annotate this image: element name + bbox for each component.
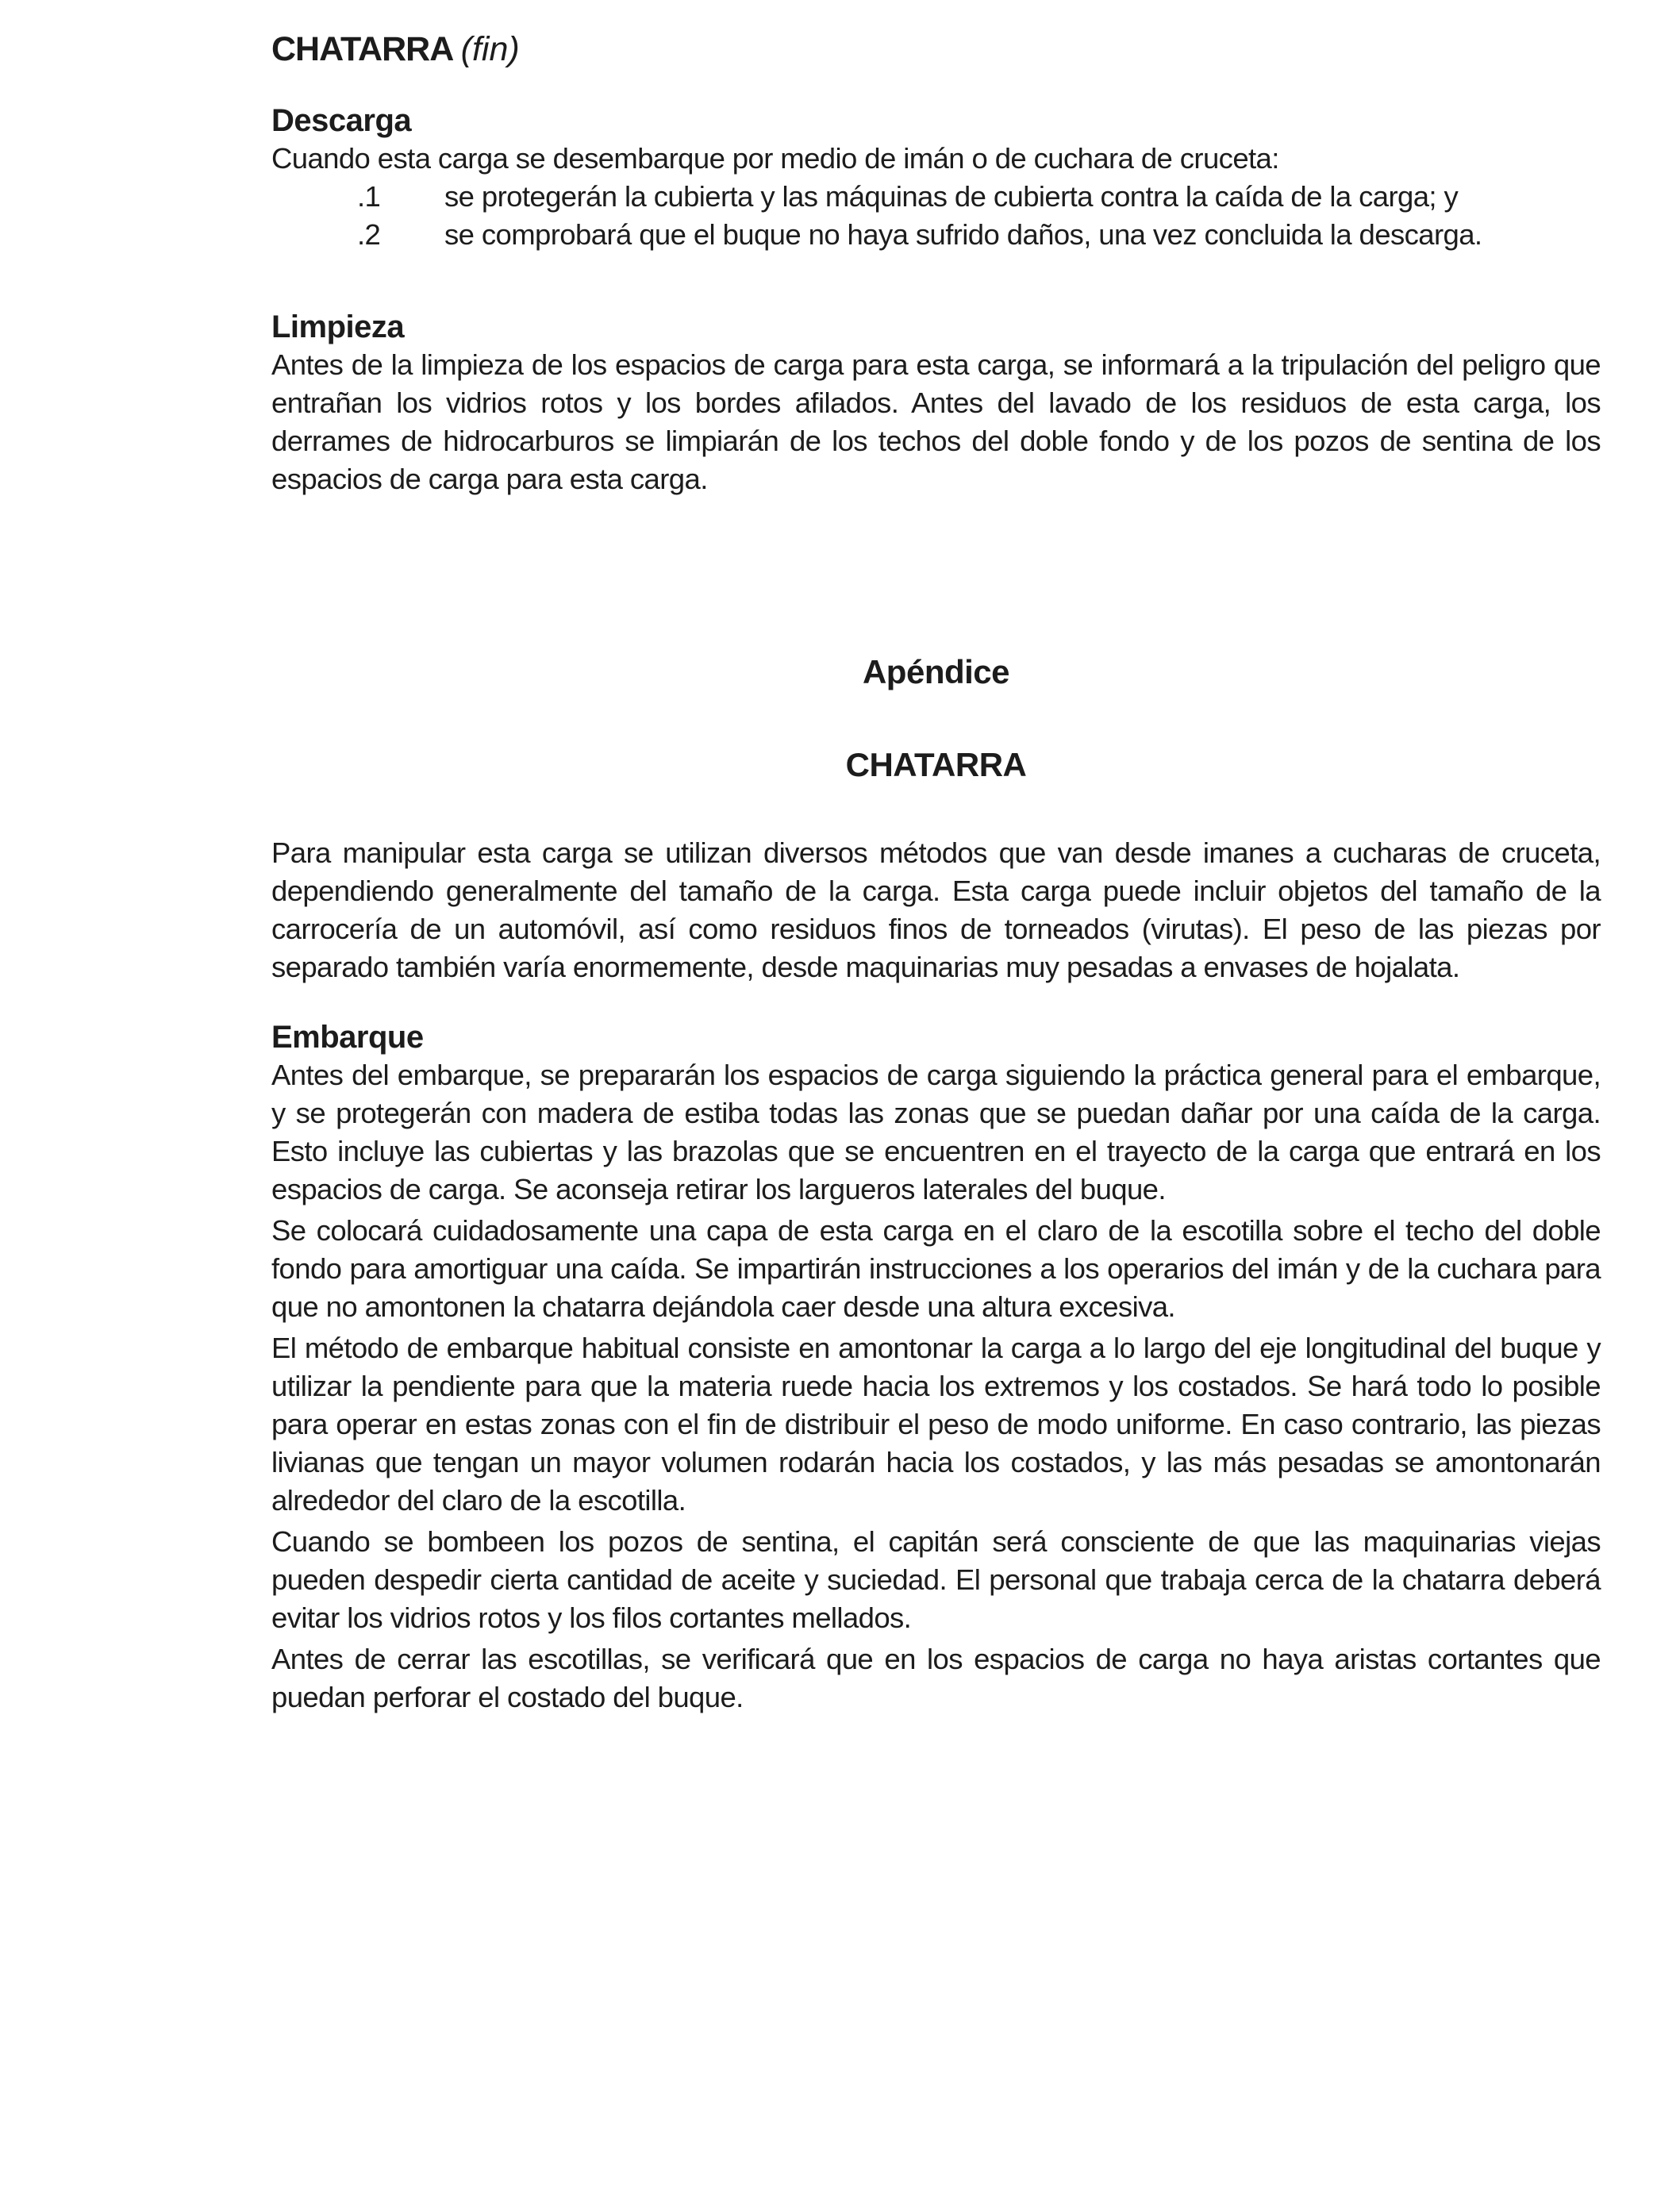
heading-embarque: Embarque [271, 1020, 424, 1055]
section-descarga [271, 102, 1601, 254]
limpieza-paragraph: Antes de la limpieza de los espacios de carga para esta carga, se informará a la tripulación del peligro que entrañan los vidrios rotos y los bordes afilados. Antes del lavado de los residuos de esta carga, los derrames de hidrocarburos se limpiarán de los techos del doble fondo y de los pozos de sentina de los espacios de carga para esta carga. [271, 348, 1601, 495]
list-item-text: se comprobará que el buque no haya sufrido daños, una vez concluida la descarga. [444, 218, 1482, 251]
running-title-main: CHATARRA [271, 30, 452, 68]
section-limpieza [271, 308, 1601, 498]
section-embarque [271, 1018, 1601, 1717]
descarga-intro: Cuando esta carga se desembarque por medio de imán o de cuchara de cruceta: [271, 142, 1279, 175]
list-item-number: .1 [357, 180, 381, 213]
embarque-paragraph: Antes del embarque, se prepararán los espacios de carga siguiendo la práctica general para el embarque, y se protegerán con madera de estiba todas las zonas que se puedan dañar por una caída de la carga. Esto incluye las cubiertas y las brazolas que se encuentren en el trayecto de la carga que entrará en los espacios de carga. Se aconseja retirar los largueros laterales del buque. [271, 1059, 1601, 1205]
embarque-paragraph: Se colocará cuidadosamente una capa de esta carga en el claro de la escotilla sobre el techo del doble fondo para amortiguar una caída. Se impartirán instrucciones a los operarios del imán y de la cuchara para que no amontonen la chatarra dejándola caer desde una altura excesiva. [271, 1214, 1601, 1323]
appendix-subtitle: CHATARRA [845, 746, 1027, 783]
embarque-paragraph: Cuando se bombeen los pozos de sentina, el capitán será consciente de que las maquinarias viejas pueden despedir cierta cantidad de aceite y suciedad. El personal que trabaja cerca de la chatarra deberá evitar los vidrios rotos y los filos cortantes mellados. [271, 1525, 1601, 1634]
section-appendix-intro [271, 834, 1601, 986]
embarque-paragraph: Antes de cerrar las escotillas, se verificará que en los espacios de carga no haya aristas cortantes que puedan perforar el costado del buque. [271, 1643, 1601, 1713]
list-item-number: .2 [357, 218, 381, 251]
heading-descarga: Descarga [271, 103, 412, 138]
appendix-intro-paragraph: Para manipular esta carga se utilizan diversos métodos que van desde imanes a cucharas de cruceta, dependiendo generalmente del tamaño de la carga. Esta carga puede incluir objetos del tamaño de la carrocería de un automóvil, así como residuos finos de torneados (virutas). El peso de las piezas por separado también varía enormemente, desde maquinarias muy pesadas a envases de hojalata. [271, 836, 1601, 983]
appendix-title: Apéndice [862, 653, 1010, 690]
list-item [271, 178, 1601, 216]
running-title [271, 30, 520, 69]
running-title-suffix: (fin) [460, 30, 520, 68]
heading-limpieza: Limpieza [271, 309, 405, 344]
embarque-paragraph: El método de embarque habitual consiste en amontonar la carga a lo largo del eje longitudinal del buque y utilizar la pendiente para que la materia ruede hacia los extremos y los costados. Se hará todo lo posible para operar en estas zonas con el fin de distribuir el peso de modo uniforme. En caso contrario, las piezas livianas que tengan un mayor volumen rodarán hacia los costados, y las más pesadas se amontonarán alrededor del claro de la escotilla. [271, 1332, 1601, 1517]
list-item [271, 216, 1601, 254]
list-item-text: se protegerán la cubierta y las máquinas de cubierta contra la caída de la carga; y [444, 180, 1459, 213]
